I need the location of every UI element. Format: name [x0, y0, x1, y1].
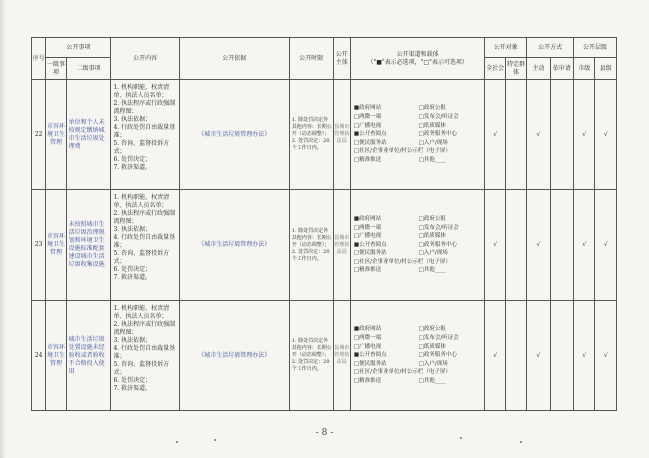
- row-content: 1. 机构职能、权责清单、执法人员名单； 2. 执法程序或行政强制流程图； 3. 执法依据； 4. 行政处罚自由裁量基准； 5. 咨询、监督投诉方式； 6. 处罚决定； 7. 救济渠道。: [111, 80, 179, 190]
- row-h-county: √: [595, 80, 617, 190]
- header-object: 公开对象: [485, 38, 527, 58]
- row-level2: 城市生活垃圾处置设施未经验收或者验收不合格投入使用: [66, 301, 111, 411]
- header-channel-title: 公开渠道和载体: [396, 50, 439, 58]
- row-h-city: √: [574, 301, 595, 411]
- row-h-county: √: [595, 301, 617, 411]
- row-content: 1. 机构职能、权责清单、执法人员名单； 2. 执法程序或行政强制流程图； 3. 执法依据； 4. 行政处罚自由裁量基准； 5. 咨询、监督投诉方式； 6. 处罚决定； 7. 救济渠道。: [111, 190, 179, 301]
- row-seq: 23: [32, 190, 46, 301]
- row-obj-specific: [505, 301, 526, 411]
- scan-speck: [214, 439, 216, 441]
- row-seq: 24: [32, 301, 46, 411]
- scan-speck: [460, 437, 462, 439]
- row-m-active: √: [527, 301, 550, 411]
- row-m-apply: [550, 301, 573, 411]
- header-level1: 一级事项: [46, 58, 66, 80]
- header-time-limit: 公开时限: [289, 38, 333, 80]
- header-subject: 公开主体: [333, 38, 350, 80]
- row-m-apply: [550, 80, 573, 190]
- row-obj-all: √: [485, 190, 505, 301]
- row-obj-specific: [505, 80, 526, 190]
- row-level1: 市容环境卫生管理: [46, 301, 66, 411]
- header-level2: 二级事项: [66, 58, 111, 80]
- row-m-active: √: [527, 80, 550, 190]
- row-obj-specific: [505, 190, 526, 301]
- row-subject: 县城市管理执法局: [333, 301, 350, 411]
- header-obj-specific: 特定群体: [505, 58, 526, 80]
- row-seq: 22: [32, 80, 46, 190]
- row-h-county: √: [595, 190, 617, 301]
- header-obj-all: 全社会: [485, 58, 505, 80]
- header-h-city: 市级: [574, 58, 595, 80]
- row-basis: 《城市生活垃圾管理办法》: [179, 80, 289, 190]
- row-m-apply: [550, 190, 573, 301]
- row-level1: 市容环境卫生管理: [46, 80, 66, 190]
- header-h-county: 县级: [595, 58, 617, 80]
- row-subject: 县城市管理执法局: [333, 80, 350, 190]
- table-row: [32, 301, 617, 411]
- header-seq: 序号: [32, 38, 46, 80]
- page-number: - 8 -: [315, 428, 334, 438]
- row-m-active: √: [527, 190, 550, 301]
- row-time-limit: 1. 除处罚决定外其他内容：长期公开（动态调整）； 2. 处罚决定：20个工作日内。: [289, 301, 333, 411]
- row-basis: 《城市生活垃圾管理办法》: [179, 301, 289, 411]
- header-hierarchy: 公开层级: [574, 38, 617, 58]
- row-level1: 市容环境卫生管理: [46, 190, 66, 301]
- row-content: 1. 机构职能、权责清单、执法人员名单； 2. 执法程序或行政强制流程图； 3. 执法依据； 4. 行政处罚自由裁量基准； 5. 咨询、监督投诉方式； 6. 处罚决定； 7. 救济渠道。: [111, 301, 179, 411]
- header-m-active: 主动: [527, 58, 550, 80]
- header-channel-note: （"■"表示必选项，"□"表示可选项）: [367, 58, 468, 66]
- row-level2: 未按照城市生活垃圾治理规划和环境卫生设施标准配套建设城市生活垃圾收集设施: [66, 190, 111, 301]
- row-obj-all: √: [485, 301, 505, 411]
- disclosure-table: [31, 37, 617, 411]
- row-basis: 《城市生活垃圾管理办法》: [179, 190, 289, 301]
- table-row: [32, 80, 617, 190]
- row-h-city: √: [574, 190, 595, 301]
- row-channels: ■政府网站 □政府公报 □两微一端 □发布会/听证会 □广播电视 □纸质媒体 ■公开查阅点 □政务服务中心 □便民服务站 □入户/现场 □社区/企事业单位/村公示栏（电子屏） □精准推送 □其他____: [350, 80, 485, 190]
- header-matter: 公开事项: [46, 38, 111, 58]
- table-row: [32, 190, 617, 301]
- row-time-limit: 1. 除处罚决定外其他内容：长期公开（动态调整）； 2. 处罚决定：20个工作日内。: [289, 80, 333, 190]
- scan-speck: [520, 441, 522, 443]
- header-basis: 公开依据: [179, 38, 289, 80]
- scan-edge-shadow: [0, 0, 6, 458]
- row-subject: 县城市管理执法局: [333, 190, 350, 301]
- row-obj-all: √: [485, 80, 505, 190]
- row-level2: 单位和个人未按规定缴纳城市生活垃圾处理费: [66, 80, 111, 190]
- scan-speck: [176, 441, 178, 443]
- header-method: 公开方式: [527, 38, 574, 58]
- row-channels: ■政府网站 □政府公报 □两微一端 □发布会/听证会 □广播电视 □纸质媒体 ■公开查阅点 □政务服务中心 □便民服务站 □入户/现场 □社区/企事业单位/村公示栏（电子屏） □精准推送 □其他____: [350, 190, 485, 301]
- header-m-apply: 依申请: [550, 58, 573, 80]
- row-h-city: √: [574, 80, 595, 190]
- header-content: 公开内容: [111, 38, 179, 80]
- row-time-limit: 1. 除处罚决定外其他内容：长期公开（动态调整）； 2. 处罚决定：20个工作日内。: [289, 190, 333, 301]
- row-channels: ■政府网站 □政府公报 □两微一端 □发布会/听证会 □广播电视 □纸质媒体 ■公开查阅点 □政务服务中心 □便民服务站 □入户/现场 □社区/企事业单位/村公示栏（电子屏） □精准推送 □其他____: [350, 301, 485, 411]
- header-channel: [350, 38, 485, 80]
